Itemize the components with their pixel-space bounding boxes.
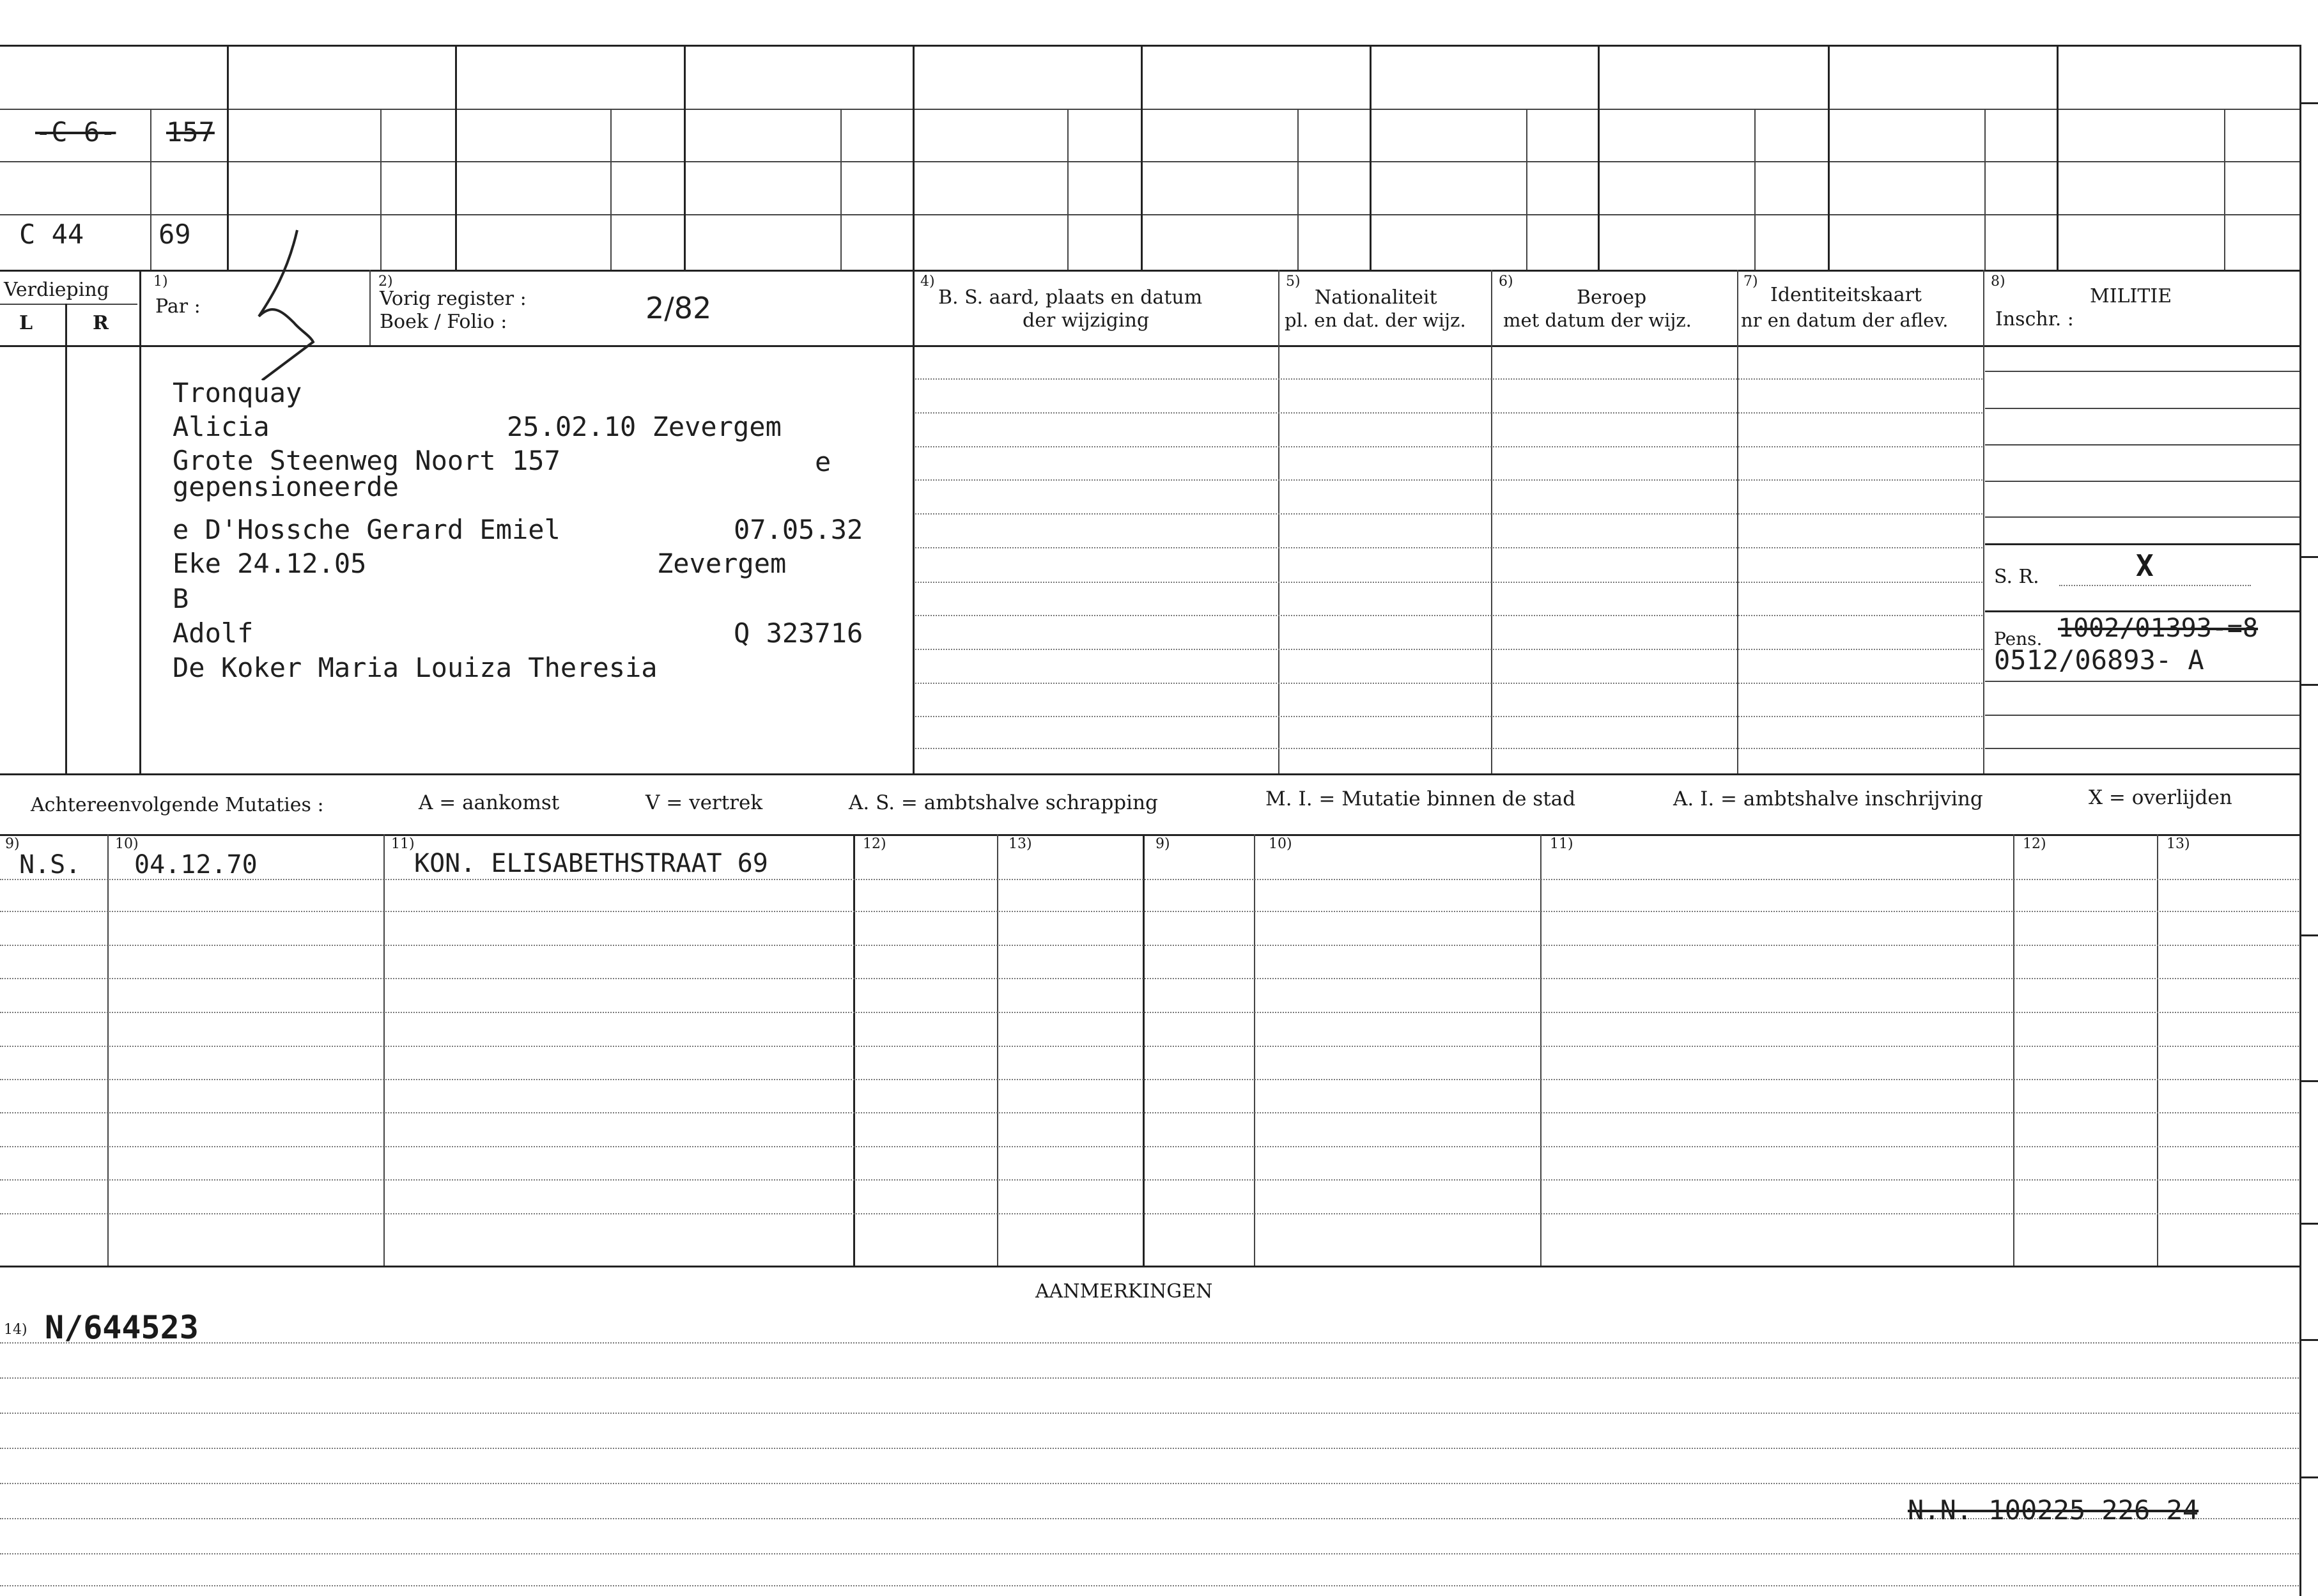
nat-label-1: Nationaliteit <box>1315 286 1437 309</box>
top-grid-line <box>0 161 2301 162</box>
top-grid-subcol <box>1526 109 1527 270</box>
field-line <box>915 683 1982 684</box>
mut-row-line <box>0 1046 2301 1047</box>
par-number: 1) <box>153 274 168 290</box>
mut-col-num: 12) <box>2023 836 2046 852</box>
mutations-top-border <box>0 834 2301 836</box>
vorig-number: 2) <box>378 274 393 290</box>
remarks-line <box>0 1553 2301 1554</box>
top-grid-col <box>1141 45 1143 270</box>
top-grid-line <box>0 214 2301 215</box>
remarks-top-border <box>0 1266 2301 1267</box>
surname: Tronquay <box>173 377 302 408</box>
sr-label: S. R. <box>1994 566 2039 588</box>
militie-line <box>1985 408 2301 409</box>
mut-col-num: 10) <box>1269 836 1292 852</box>
top-grid-subcol <box>610 109 612 270</box>
remarks-line <box>0 1448 2301 1449</box>
mut-col <box>853 834 855 1266</box>
top-grid-col <box>684 45 686 270</box>
inschr-label: Inschr. : <box>1995 308 2074 330</box>
header-top-border <box>0 270 2301 272</box>
marriage-place: Zevergem <box>657 548 787 579</box>
remarks-line <box>0 1483 2301 1484</box>
field-line <box>915 615 1982 616</box>
header-divider <box>369 270 371 345</box>
militie-line <box>1985 481 2301 482</box>
field-line <box>915 479 1982 481</box>
militie-line <box>1985 371 2301 372</box>
boek-folio-label: Boek / Folio : <box>380 311 507 333</box>
mut-row-line <box>0 911 2301 912</box>
mut-col <box>997 834 998 1266</box>
mut-col-num: 11) <box>1550 836 1573 852</box>
mut-row-line <box>0 1079 2301 1080</box>
mutation-address: KON. ELISABETHSTRAAT 69 <box>414 849 768 878</box>
mut-col-num: 12) <box>863 836 886 852</box>
top-grid-subcol <box>1297 109 1299 270</box>
lr-divider <box>65 304 67 773</box>
pens-old-number: 1002/01393-=8 <box>2058 614 2259 643</box>
militie-line <box>1985 681 2301 682</box>
legend-v: V = vertrek <box>645 791 763 814</box>
mut-col-num: 13) <box>1008 836 1032 852</box>
col-divider <box>1737 270 1738 773</box>
spouse-name: e D'Hossche Gerard Emiel <box>173 514 560 545</box>
bs-number: 4) <box>920 274 935 290</box>
sr-dotted-line <box>2059 585 2251 586</box>
occupation: gepensioneerde <box>173 471 399 502</box>
field-line <box>915 582 1982 583</box>
mut-row-line <box>0 1012 2301 1013</box>
id-code: Q 323716 <box>734 617 863 649</box>
col-divider <box>1983 270 1984 773</box>
remarks-value: N/644523 <box>45 1309 199 1346</box>
top-grid-subcol <box>2224 109 2225 270</box>
militie-label: MILITIE <box>2090 285 2172 307</box>
field-line <box>915 513 1982 515</box>
nat-label-2: pl. en dat. der wijz. <box>1285 309 1466 331</box>
remarks-line <box>0 1342 2301 1344</box>
mut-col <box>2157 834 2158 1266</box>
remarks-line <box>0 1413 2301 1414</box>
militie-section-line <box>1985 543 2301 545</box>
edge-tick <box>2301 934 2318 936</box>
legend-title: Achtereenvolgende Mutaties : <box>31 794 324 816</box>
nat-number: 5) <box>1286 274 1301 290</box>
pens-label: Pens. <box>1994 628 2043 649</box>
mut-col-num: 10) <box>115 836 139 852</box>
mut-row-line <box>0 1179 2301 1181</box>
header-bottom-border <box>0 345 2301 347</box>
mut-row-line <box>0 879 2301 880</box>
militie-number: 8) <box>1991 274 2005 290</box>
top-grid-subcol <box>1984 109 1986 270</box>
legend-x: X = overlijden <box>2089 786 2232 809</box>
militie-line <box>1985 748 2301 749</box>
col-divider <box>1278 270 1279 773</box>
mut-col-num: 11) <box>391 836 415 852</box>
militie-line <box>1985 516 2301 518</box>
legend-ai: A. I. = ambtshalve inschrijving <box>1673 787 1983 810</box>
beroep-number: 6) <box>1499 274 1513 290</box>
right-edge <box>2299 45 2301 1596</box>
militie-line <box>1985 715 2301 716</box>
legend-top-border <box>0 773 2301 775</box>
edge-tick <box>2301 684 2318 686</box>
mut-row-line <box>0 1213 2301 1214</box>
par-label: Par : <box>155 295 201 318</box>
mut-row-line <box>0 978 2301 979</box>
old-code: -C 6- <box>35 116 116 148</box>
top-grid-subcol <box>380 109 382 270</box>
mark-e: e <box>815 446 831 477</box>
mut-row-line <box>0 1146 2301 1147</box>
handwritten-mark <box>249 227 320 380</box>
top-grid-col <box>913 45 915 270</box>
mother-name: De Koker Maria Louiza Theresia <box>173 652 658 683</box>
edge-tick <box>2301 1339 2318 1341</box>
top-grid-col <box>1828 45 1830 270</box>
field-line <box>915 748 1982 749</box>
marriage-info: Eke 24.12.05 <box>173 548 367 579</box>
top-grid-subcol <box>840 109 842 270</box>
edge-tick <box>2301 1223 2318 1225</box>
address: Grote Steenweg Noort 157 <box>173 445 560 476</box>
mut-row-line <box>0 945 2301 946</box>
birth-date-place: 25.02.10 Zevergem <box>507 411 782 442</box>
top-grid-col <box>455 45 457 270</box>
field-line <box>915 716 1982 717</box>
national-number: N.N. 100225 226 24 <box>1908 1494 2199 1526</box>
mut-col-num: 13) <box>2167 836 2190 852</box>
id-label-2: nr en datum der aflev. <box>1741 309 1949 331</box>
edge-tick <box>2301 1080 2318 1082</box>
militie-line <box>1985 444 2301 445</box>
mut-col <box>1540 834 1541 1266</box>
mut-col-num: 9) <box>1155 836 1170 852</box>
person-right-border <box>913 270 915 773</box>
top-grid-col <box>227 45 229 270</box>
col-divider <box>1491 270 1492 773</box>
top-grid-col <box>2057 45 2059 270</box>
verdieping-right-border <box>139 270 141 773</box>
spouse-date: 07.05.32 <box>734 514 863 545</box>
legend-as: A. S. = ambtshalve schrapping <box>849 791 1158 814</box>
top-grid-col <box>1370 45 1371 270</box>
current-number: 69 <box>158 219 191 250</box>
field-line <box>915 446 1982 447</box>
current-code: C 44 <box>19 219 84 250</box>
bs-label-2: der wijziging <box>1023 309 1150 332</box>
mutation-type: N.S. <box>19 850 81 879</box>
legend-a: A = aankomst <box>419 791 560 814</box>
edge-tick <box>2301 102 2318 104</box>
field-line <box>915 378 1982 380</box>
beroep-label-1: Beroep <box>1577 286 1647 309</box>
field-line <box>915 547 1982 548</box>
legend-mi: M. I. = Mutatie binnen de stad <box>1265 787 1576 810</box>
militie-section-line <box>1985 610 2301 612</box>
beroep-label-2: met datum der wijz. <box>1503 309 1692 331</box>
verdieping-divider <box>0 304 137 305</box>
old-number: 157 <box>166 116 215 148</box>
edge-tick <box>2301 1476 2318 1478</box>
remarks-line <box>0 1585 2301 1586</box>
mut-col <box>107 834 109 1266</box>
top-grid-col <box>1598 45 1600 270</box>
sr-value: X <box>2136 548 2154 583</box>
bs-label-1: B. S. aard, plaats en datum <box>938 286 1203 309</box>
remarks-number: 14) <box>4 1322 27 1338</box>
edge-tick <box>2301 556 2318 558</box>
field-line <box>915 412 1982 414</box>
first-name: Alicia <box>173 411 270 442</box>
l-label: L <box>19 312 33 334</box>
top-grid-subcol <box>1754 109 1756 270</box>
mut-col <box>1254 834 1255 1266</box>
verdieping-label: Verdieping <box>4 279 109 301</box>
mutation-date: 04.12.70 <box>134 850 258 879</box>
boek-folio-value: 2/82 <box>645 291 712 325</box>
pens-new-number: 0512/06893- A <box>1994 644 2204 676</box>
mut-col-num: 9) <box>5 836 20 852</box>
father-name: Adolf <box>173 617 254 649</box>
remarks-line <box>0 1377 2301 1379</box>
marker-b: B <box>173 583 189 614</box>
id-label-1: Identiteitskaart <box>1770 284 1922 306</box>
r-label: R <box>93 312 109 334</box>
top-grid-subcol <box>1067 109 1069 270</box>
id-number: 7) <box>1743 274 1758 290</box>
vorig-register-label: Vorig register : <box>380 288 527 310</box>
mut-col <box>1143 834 1145 1266</box>
remarks-title: AANMERKINGEN <box>1035 1280 1213 1303</box>
top-grid-subcol <box>150 109 151 270</box>
top-border <box>0 45 2301 47</box>
mut-col <box>2013 834 2014 1266</box>
field-line <box>915 649 1982 650</box>
mut-col <box>383 834 385 1266</box>
top-grid-line <box>0 109 2301 110</box>
mut-row-line <box>0 1112 2301 1113</box>
